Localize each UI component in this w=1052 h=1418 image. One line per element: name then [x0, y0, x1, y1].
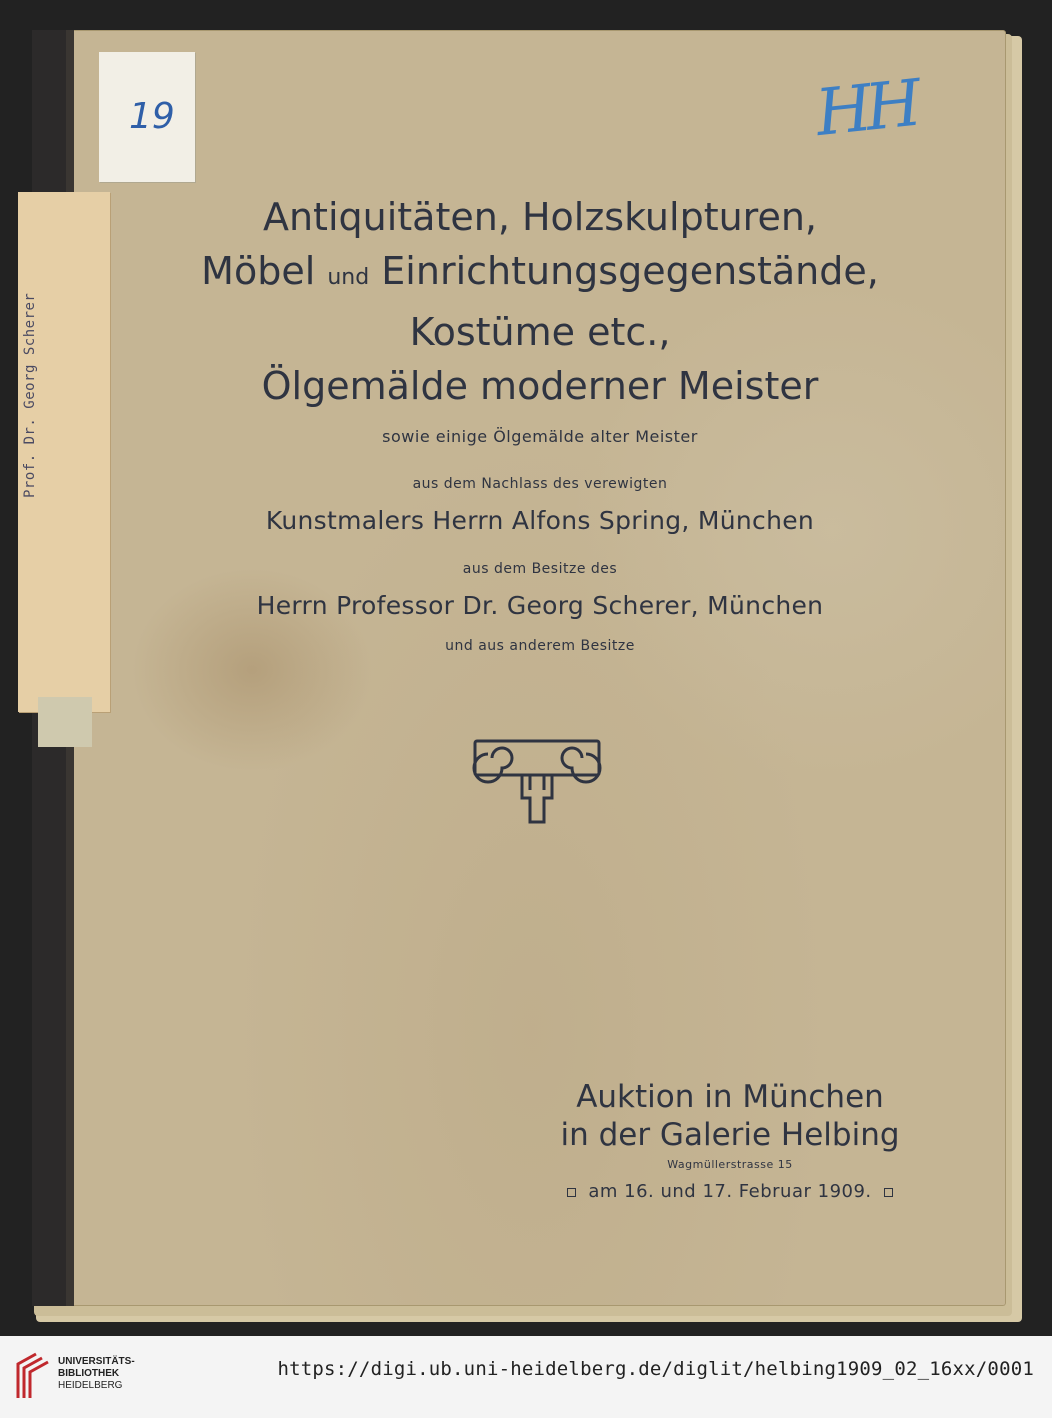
title-word-small: und	[327, 265, 370, 290]
catalog-number-sticker	[99, 52, 195, 182]
title-line: Antiquitäten, Holzskulpturen,	[262, 195, 818, 239]
permalink-url[interactable]: https://digi.ub.uni-heidelberg.de/diglit/helbing1909_02_16xx/0001	[277, 1358, 1034, 1380]
auction-date-line	[520, 1181, 940, 1202]
footer-bar	[0, 1336, 1052, 1418]
provenance-name: Kunstmalers Herrn Alfons Spring, München	[265, 506, 815, 535]
auction-date: am 16. und 17. Februar 1909.	[588, 1181, 872, 1202]
provenance-other: und aus anderem Besitze	[445, 638, 635, 654]
catalog-number: 19	[129, 96, 175, 137]
title-line: Ölgemälde moderner Meister	[261, 364, 819, 408]
provenance-intro: aus dem Besitze des	[462, 561, 618, 577]
auction-heading: Auktion in München	[576, 1079, 884, 1115]
blue-pencil-mark: HH	[812, 66, 920, 152]
title-word: Möbel	[201, 249, 316, 293]
library-logo-icon[interactable]	[14, 1350, 50, 1402]
title-word: Einrichtungsgegenstände,	[381, 249, 879, 293]
subtitle: sowie einige Ölgemälde alter Meister	[382, 427, 698, 446]
auction-venue: in der Galerie Helbing	[560, 1117, 900, 1153]
library-name	[58, 1356, 135, 1392]
library-name-line: UNIVERSITÄTS-	[58, 1356, 135, 1367]
provenance-intro: aus dem Nachlass des verewigten	[412, 476, 668, 492]
library-name-line: HEIDELBERG	[58, 1380, 123, 1391]
cover-title-block	[120, 190, 960, 654]
provenance-name: Herrn Professor Dr. Georg Scherer, München	[256, 591, 824, 620]
auction-info	[520, 1078, 940, 1202]
tape-piece	[38, 697, 92, 747]
library-name-line: BIBLIOTHEK	[58, 1368, 120, 1379]
title-line: Kostüme etc.,	[409, 310, 671, 354]
spine-label-text: Prof. Dr. Georg Scherer	[22, 292, 38, 498]
square-bullet-icon	[884, 1188, 893, 1197]
auction-street: Wagmüllerstrasse 15	[667, 1158, 793, 1171]
title-line	[120, 244, 960, 305]
square-bullet-icon	[567, 1188, 576, 1197]
ornament-icon	[472, 738, 602, 824]
